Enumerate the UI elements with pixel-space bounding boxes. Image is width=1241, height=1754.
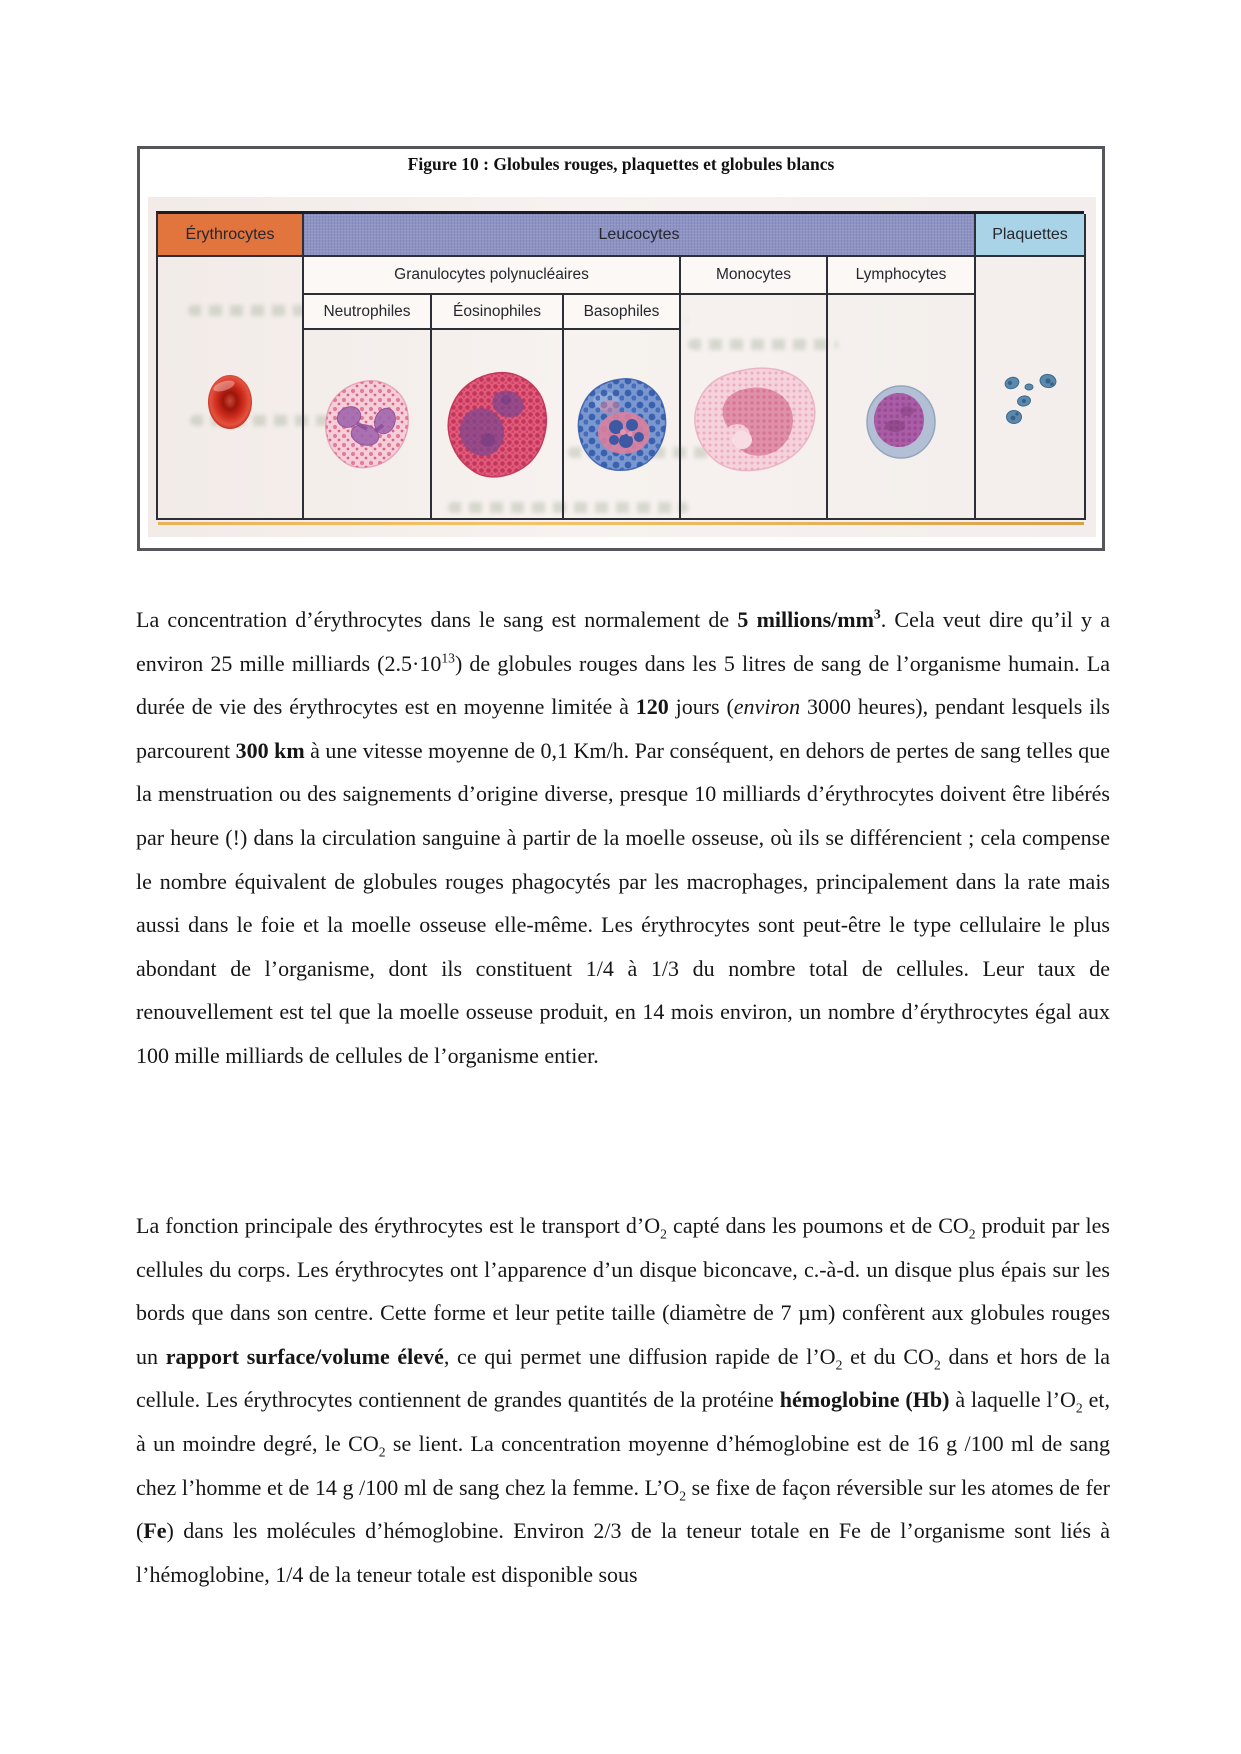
paragraph-erythrocytes-concentration: La concentration d’érythrocytes dans le sang est normalement de 5 millions/$mm^3$. Cela veut dire qu’il y a environ 25 mille milliards $(2.5\cdot 10^{13})$ de globules rouges dans les 5 litres de sang de l’organisme humain. La durée de vie des érythrocytes est en moyenne limitée à 120 jours (environ 3000 heures), pendant lesquels ils parcourent 300 km à une vitesse moyenne de 0,1 Km/h. Par conséquent, en dehors de pertes de sang telles que la menstruation ou des saignements d’origine diverse, presque 10 milliards d’érythrocytes doivent être libérés par heure (!) dans la circulation sanguine à partir de la moelle osseuse, où ils se différencient ; cela compense le nombre équivalent de globules rouges phagocytés par les macrophages, principalement dans la rate mais aussi dans le foie et la moelle osseuse elle-même. Les érythrocytes sont peut-être le type cellulaire le plus abondant de l’organisme, dont ils constituent 1/4 à 1/3 du nombre total de cellules. Leur taux de renouvellement est tel que la moelle osseuse produit, en 14 mois environ, un nombre d’érythrocytes égal aux 100 mille milliards de cellules de l’organisme entier. [136,606,1111,1068]
neutrophile-cell [304,330,432,520]
header-monocytes: Monocytes [681,257,828,295]
erythrocyte-cell [158,257,304,520]
figure-title: Figure 10 : Globules rouges, plaquettes et globules blancs [407,154,835,174]
basophile-cell [564,330,681,520]
figure-box [137,146,1105,551]
header-erythrocytes: Érythrocytes [158,214,304,257]
monocyte-cell [681,295,828,520]
erythrocyte-image [207,374,253,430]
blood-cells-table [156,211,1084,520]
header-eosinophiles: Éosinophiles [432,295,564,330]
basophile-image [576,377,668,473]
lymphocyte-image [865,384,937,460]
neutrophile-image [323,379,411,471]
header-granulocytes: Granulocytes polynucléaires [304,257,681,295]
eosinophile-cell [432,330,564,520]
header-neutrophiles: Neutrophiles [304,295,432,330]
header-basophiles: Basophiles [564,295,681,330]
header-plaquettes: Plaquettes [976,214,1086,257]
monocyte-image [690,365,818,475]
plaquettes-cell [976,257,1086,520]
eosinophile-image [444,370,550,482]
paragraph-erythrocytes-function: La fonction principale des érythrocytes est le transport $d’O_2$ capté dans les poumons et de $CO_2$ produit par les cellules du corps. Les érythrocytes ont l’apparence d’un disque biconcave, c.-à-d. un disque plus épais sur les bords que dans son centre. Cette forme et leur petite taille (diamètre de 7 µm) confèrent aux globules rouges un rapport surface/volume élevé, ce qui permet une diffusion rapide de $l’O_2$ et du $CO_2$ dans et hors de la cellule. Les érythrocytes contiennent de grandes quantités de la protéine hémoglobine (Hb) à laquelle $l’O_2$ et, à un moindre degré, le $CO_2$ se lient. La concentration moyenne d’hémoglobine est de 16 g /100 ml de sang chez l’homme et de 14 g /100 ml de sang chez la femme. $L’O_2$ se fixe de façon réversible sur les atomes de fer (Fe) dans les molécules d’hémoglobine. Environ 2/3 de la teneur totale en Fe de l’organisme sont liés à l’hémoglobine, 1/4 de la teneur totale est disponible sous [136,1213,1111,1587]
header-leucocytes: Leucocytes [304,214,976,257]
lymphocyte-cell [828,295,976,520]
plaquettes-image [1002,373,1068,433]
scanned-figure [148,197,1096,537]
header-lymphocytes: Lymphocytes [828,257,976,295]
